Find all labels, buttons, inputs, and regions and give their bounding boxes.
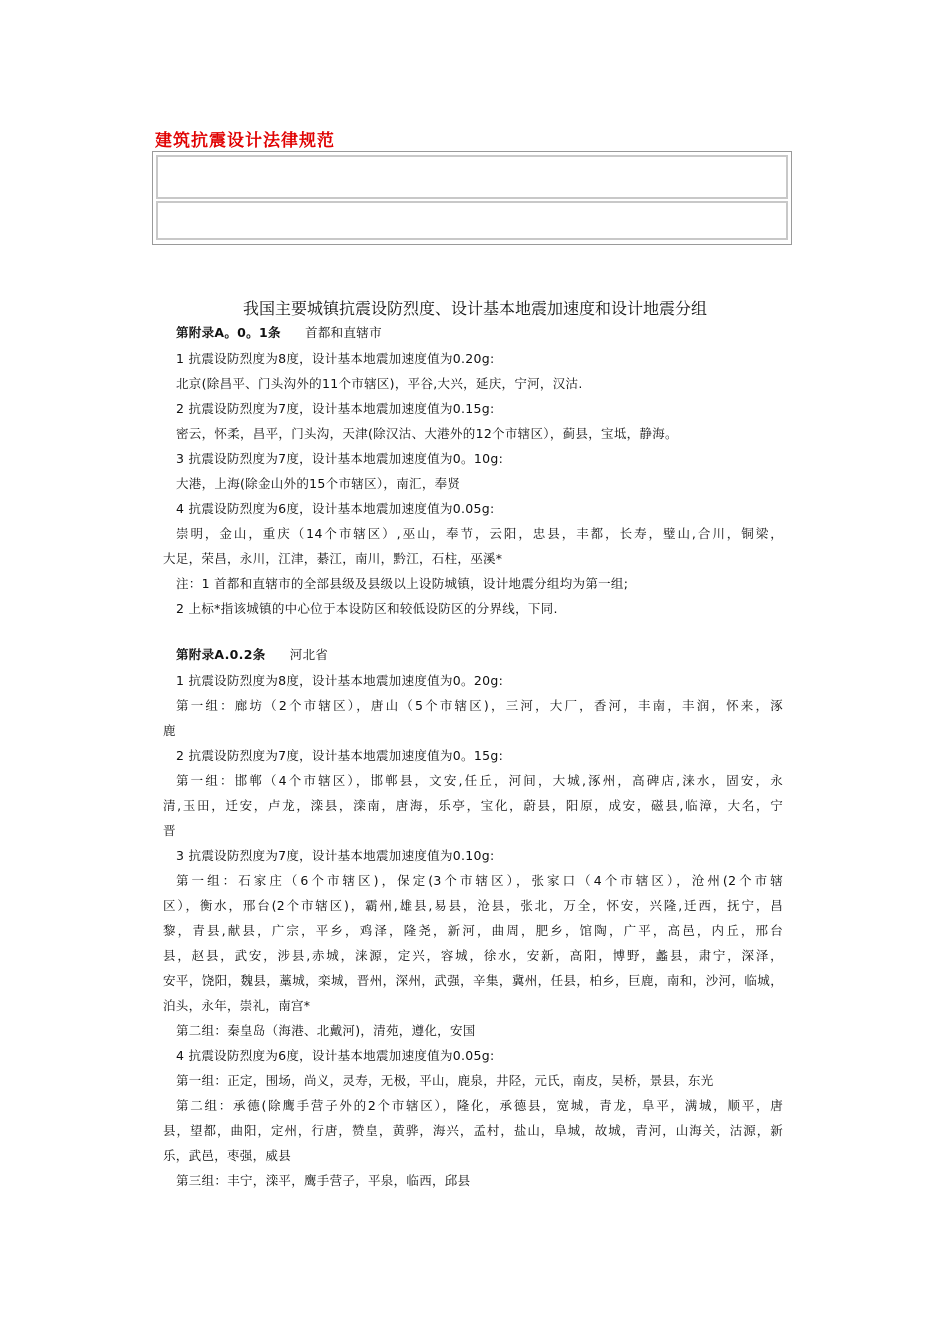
paragraph-line: 2 抗震设防烈度为7度，设计基本地震加速度值为0.15g: xyxy=(176,401,495,416)
paragraph-line: 大足，荣昌，永川，江津，綦江，南川，黔江，石柱，巫溪* xyxy=(163,551,503,566)
section-heading xyxy=(176,645,328,663)
paragraph-line: 安平，饶阳，魏县，藁城，栾城，晋州，深州，武强，辛集，冀州，任县，柏乡，巨鹿，南和，沙河，临城， xyxy=(163,973,783,988)
section-title: 首都和直辖市 xyxy=(305,325,382,340)
paragraph-line: 县，望都，曲阳，定州，行唐，赞皇，黄骅，海兴，孟村，盐山，阜城，故城，青河，山海关，沽源，新 xyxy=(163,1123,783,1138)
paragraph-line: 1 抗震设防烈度为8度，设计基本地震加速度值为0。20g: xyxy=(176,673,504,688)
paragraph-line: 2 抗震设防烈度为7度，设计基本地震加速度值为0。15g: xyxy=(176,748,504,763)
paragraph-line: 4 抗震设防烈度为6度，设计基本地震加速度值为0.05g: xyxy=(176,1048,495,1063)
paragraph-line: 县，赵县，武安，涉县,赤城，涞源，定兴，容城，徐水，安新，高阳，博野，蠡县，肃宁，深泽， xyxy=(163,948,783,963)
header-table-row xyxy=(156,155,788,199)
paragraph-line: 乐，武邑，枣强，威县 xyxy=(163,1148,292,1163)
paragraph-line: 大港，上海(除金山外的15个市辖区），南汇，奉贤 xyxy=(176,476,461,491)
section-label: 第附录A.0.2条 xyxy=(176,647,266,662)
section-title: 河北省 xyxy=(289,647,329,662)
paragraph-line: 1 抗震设防烈度为8度，设计基本地震加速度值为0.20g: xyxy=(176,351,495,366)
paragraph-line: 黎，青县,献县，广宗，平乡，鸡泽，隆尧，新河，曲周，肥乡，馆陶，广平，高邑，内丘，邢台 xyxy=(163,923,783,938)
section-label: 第附录A。0。1条 xyxy=(176,325,281,340)
paragraph-line: 崇明，金山，重庆（14个市辖区）,巫山，奉节，云阳，忠县，丰都，长寿，璧山,合川，铜梁， xyxy=(176,526,783,541)
paragraph-line: 鹿 xyxy=(163,723,176,738)
section-heading xyxy=(176,323,382,341)
paragraph-line: 第三组：丰宁，滦平，鹰手营子，平泉，临西，邱县 xyxy=(176,1173,471,1188)
paragraph-line: 4 抗震设防烈度为6度，设计基本地震加速度值为0.05g: xyxy=(176,501,495,516)
paragraph-line: 区），衡水，邢台(2个市辖区)，霸州,雄县,易县，沧县，张北，万全，怀安，兴隆,迁西，抚宁，昌 xyxy=(163,898,783,913)
note-line: 2 上标*指该城镇的中心位于本设防区和较低设防区的分界线，下同. xyxy=(176,601,558,616)
paragraph-line: 第一组：廊坊（2个市辖区），唐山（5个市辖区)，三河，大厂，香河，丰南，丰润，怀来，涿 xyxy=(176,698,783,713)
paragraph-line: 3 抗震设防烈度为7度，设计基本地震加速度值为0。10g: xyxy=(176,451,504,466)
header-table-row xyxy=(156,201,788,240)
paragraph-line: 泊头，永年，崇礼，南宫* xyxy=(163,998,311,1013)
paragraph-line: 第二组：承德(除鹰手营子外的2个市辖区），隆化，承德县，宽城，青龙，阜平，满城，顺平，唐 xyxy=(176,1098,783,1113)
note-line: 注：1 首都和直辖市的全部县级及县级以上设防城镇，设计地震分组均为第一组; xyxy=(176,576,629,591)
paragraph-line: 清,玉田，迁安，卢龙，滦县，滦南，唐海，乐亭，宝化，蔚县，阳原，成安，磁县,临漳，大名，宁 xyxy=(163,798,783,813)
paragraph-line: 密云，怀柔，昌平，门头沟，天津(除汉沽、大港外的12个市辖区），蓟县，宝坻，静海。 xyxy=(176,426,678,441)
paragraph-line: 第一组：邯郸（4个市辖区），邯郸县，文安,任丘，河间，大城,涿州，高碑店,涞水，固安，永 xyxy=(176,773,783,788)
paragraph-line: 第二组：秦皇岛（海港、北戴河)，清苑，遵化，安国 xyxy=(176,1023,476,1038)
paragraph-line: 3 抗震设防烈度为7度，设计基本地震加速度值为0.10g: xyxy=(176,848,495,863)
header-table xyxy=(152,151,792,245)
page-title: 建筑抗震设计法律规范 xyxy=(155,131,335,151)
paragraph-line: 北京(除昌平、门头沟外的11个市辖区)，平谷,大兴，延庆，宁河，汉沽. xyxy=(176,376,583,391)
document-heading: 我国主要城镇抗震设防烈度、设计基本地震加速度和设计地震分组 xyxy=(242,299,707,318)
paragraph-line: 第一组：石家庄（6个市辖区)，保定(3个市辖区），张家口（4个市辖区），沧州(2个市辖 xyxy=(176,873,783,888)
paragraph-line: 第一组：正定，围场，尚义，灵寿，无极，平山，鹿泉，井陉，元氏，南皮，吴桥，景县，东光 xyxy=(176,1073,714,1088)
paragraph-line: 晋 xyxy=(163,823,176,838)
